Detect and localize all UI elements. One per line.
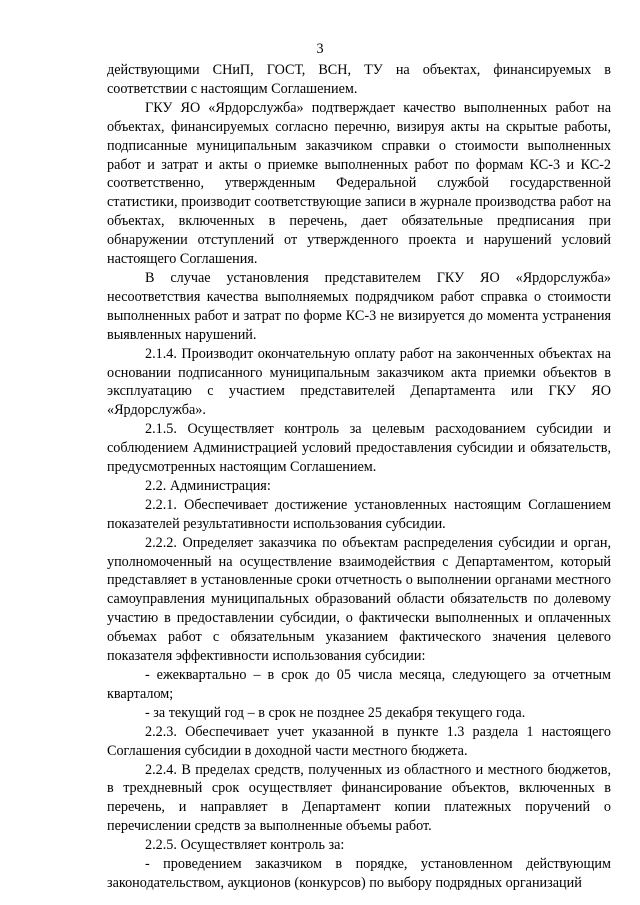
paragraph: 2.2. Администрация: [145,477,271,494]
paragraph: 2.2.4. В пределах средств, полученных из областного и местного бюджетов, в трехдневный срок осуществляет финансирование объектов, включенных в перечень, и направляет в Департамент копии платежных поручений о перечислении средств за выполненные объемы работ. [107,761,611,835]
document-body [107,61,611,893]
list-item: - за текущий год – в срок не позднее 25 декабря текущего года. [145,704,526,721]
list-item: - проведением заказчиком в порядке, установленном действующим законодательством, аукционов (конкурсов) по выбору подрядных организаций [107,856,611,891]
paragraph: действующими СНиП, ГОСТ, ВСН, ТУ на объектах, финансируемых в соответствии с настоящим Соглашением. [107,62,611,97]
paragraph: 2.2.1. Обеспечивает достижение установленных настоящим Соглашением показателей результативности использования субсидии. [107,496,611,532]
paragraph: 2.1.5. Осуществляет контроль за целевым расходованием субсидии и соблюдением Администрацией условий предоставления субсидии и обязательств, предусмотренных настоящим Соглашением. [107,421,611,476]
paragraph: В случае установления представителем ГКУ ЯО «Ярдорслужба» несоответствия качества выполняемых подрядчиком работ справка о стоимости выполненных работ и затрат по форме КС-3 не визируется до момента устранения выявленных нарушений. [107,269,611,343]
paragraph: ГКУ ЯО «Ярдорслужба» подтверждает качество выполненных работ на объектах, финансируемых согласно перечню, визируя акты на скрытые работы, подписанные муниципальным заказчиком справки о стоимости выполненных работ и затрат и акты о приемке выполненных работ по формам КС-3 и КС-2 соответственно, утвержденным Федеральной службой государственной статистики, производит соответствующие записи в журнале производства работ на объектах, включенных в перечень, дает обязательные предписания при обнаружении отступлений от утвержденного проекта и нарушений условий настоящего Соглашения. [107,99,611,268]
paragraph: 2.2.5. Осуществляет контроль за: [145,837,345,854]
page-number: 3 [316,41,324,57]
paragraph: 2.2.3. Обеспечивает учет указанной в пункте 1.3 раздела 1 настоящего Соглашения субсидии в доходной части местного бюджета. [107,723,611,759]
paragraph: 2.2.2. Определяет заказчика по объектам распределения субсидии и орган, уполномоченный на осуществление взаимодействия с Департаментом, который представляет в установленные сроки отчетность о выполнении органами местного самоуправления муниципальных образований области обязательств по долевому участию в предоставлении субсидии, о фактически выполненных и оплаченных объемах работ с обязательным указанием фактического значения целевого показателя эффективности использования субсидии: [107,534,611,665]
list-item: - ежеквартально – в срок до 05 числа месяца, следующего за отчетным кварталом; [107,667,611,702]
paragraph: 2.1.4. Производит окончательную оплату работ на законченных объектах на основании подписанного муниципальным заказчиком акта приемки объектов в эксплуатацию с участием представителей Департамента или ГКУ ЯО «Ярдорслужба». [107,345,611,419]
